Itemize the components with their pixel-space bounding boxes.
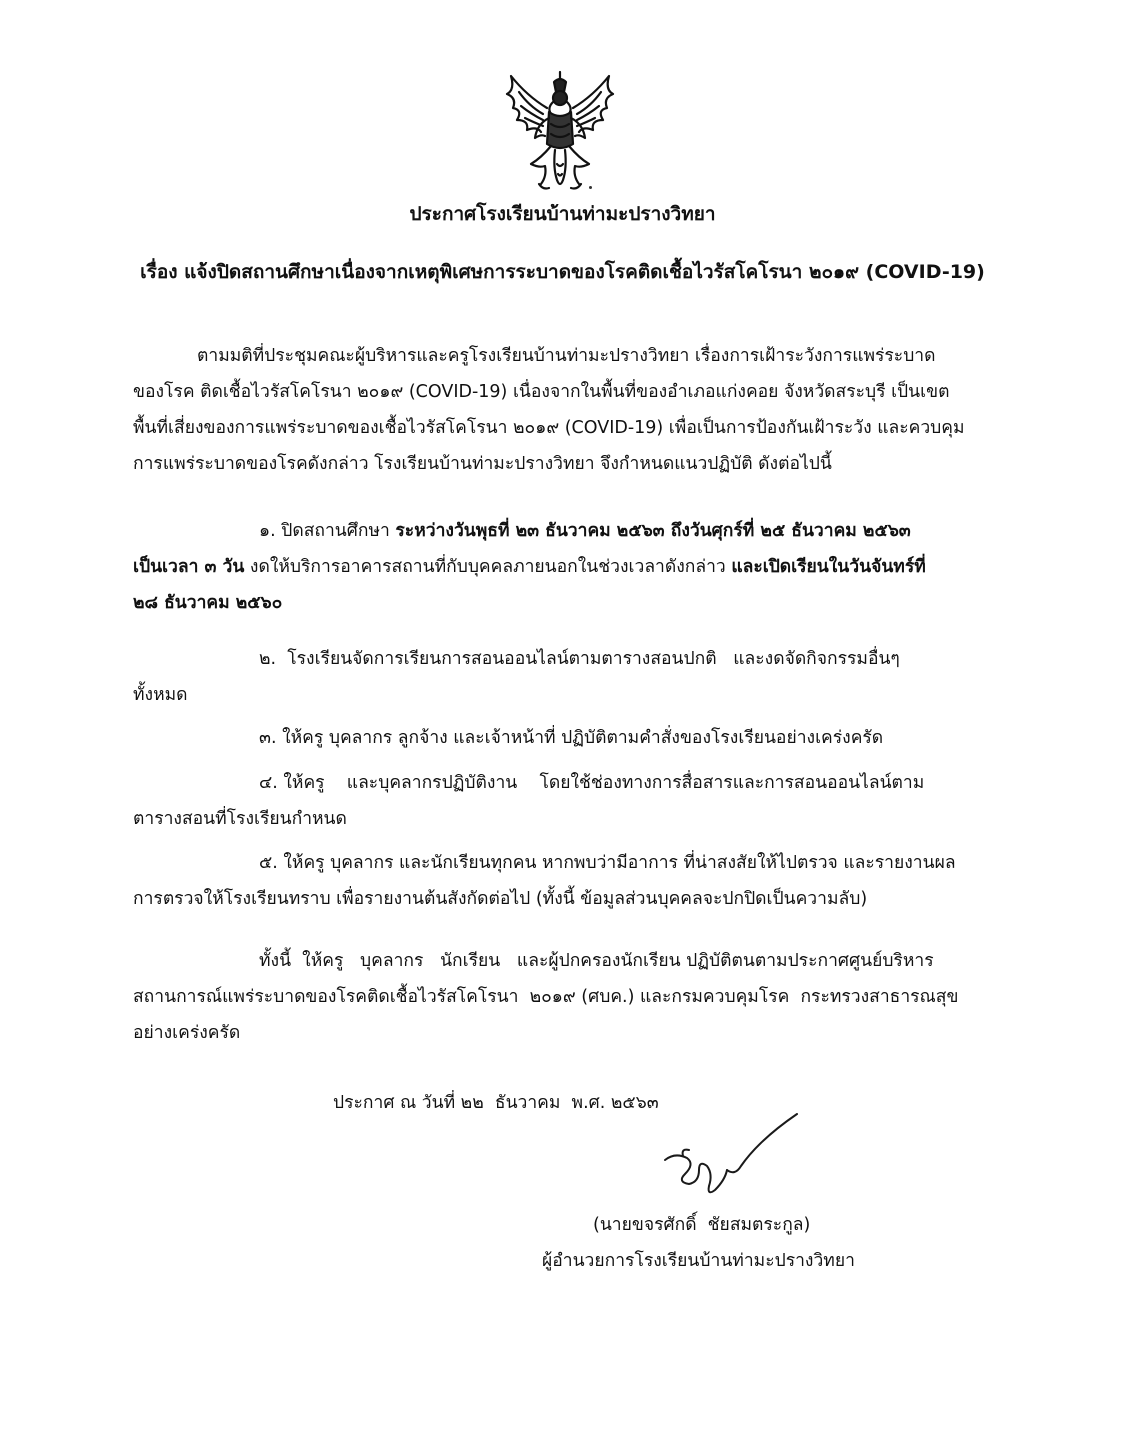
intro-line: ตามมติที่ประชุมคณะผู้บริหารและครูโรงเรียนบ้านท่ามะปรางวิทยา เรื่องการเฝ้าระวังการแพร่ระบาด bbox=[197, 346, 936, 366]
list-item-3 bbox=[133, 720, 990, 756]
item5-line: ๕. ให้ครู บุคลากร และนักเรียนทุกคน หากพบว่ามีอาการ ที่น่าสงสัยให้ไปตรวจ และรายงานผล bbox=[259, 853, 956, 873]
document-title: ประกาศโรงเรียนบ้านท่ามะปรางวิทยา bbox=[409, 203, 716, 225]
item1-closure-dates: ระหว่างวันพุธที่ ๒๓ ธันวาคม ๒๕๖๓ ถึงวันศุกร์ที่ ๒๕ ธันวาคม ๒๕๖๓ bbox=[395, 521, 911, 541]
announcement-date: ประกาศ ณ วันที่ ๒๒ ธันวาคม พ.ศ. ๒๕๖๓ bbox=[333, 1093, 659, 1113]
list-item-4 bbox=[133, 765, 990, 837]
item1-text: ๑. ปิดสถานศึกษา bbox=[259, 521, 396, 541]
closing-paragraph bbox=[133, 943, 990, 1051]
closing-line: ทั้งนี้ ให้ครู บุคลากร นักเรียน และผู้ปกครองนักเรียน ปฏิบัติตนตามประกาศศูนย์บริหาร bbox=[259, 951, 934, 971]
item1-reopen: และเปิดเรียนในวันจันทร์ที่ bbox=[731, 557, 926, 577]
ink-dot bbox=[589, 186, 592, 189]
item1-reopen-date: ๒๘ ธันวาคม ๒๕๖๐ bbox=[133, 593, 283, 613]
garuda-emblem-icon bbox=[497, 68, 623, 196]
handwritten-signature bbox=[655, 1110, 805, 1210]
item2-line: ทั้งหมด bbox=[133, 685, 188, 705]
closing-line: สถานการณ์แพร่ระบาดของโรคติดเชื้อไวรัสโคโรนา ๒๐๑๙ (ศบค.) และกรมควบคุมโรค กระทรวงสาธารณสุข bbox=[133, 987, 959, 1007]
item2-line: ๒. โรงเรียนจัดการเรียนการสอนออนไลน์ตามตารางสอนปกติ และงดจัดกิจกรรมอื่นๆ bbox=[259, 649, 900, 669]
list-item-5 bbox=[133, 845, 990, 917]
closing-line: อย่างเคร่งครัด bbox=[133, 1023, 241, 1043]
list-item-2 bbox=[133, 641, 990, 713]
item3-line: ๓. ให้ครู บุคลากร ลูกจ้าง และเจ้าหน้าที่ ปฏิบัติตามคำสั่งของโรงเรียนอย่างเคร่งครัด bbox=[259, 728, 884, 748]
intro-line: พื้นที่เสี่ยงของการแพร่ระบาดของเชื้อไวรัสโคโรนา ๒๐๑๙ (COVID-19) เพื่อเป็นการป้องกันเฝ้าระวัง และควบคุม bbox=[133, 418, 965, 438]
signer-position: ผู้อำนวยการโรงเรียนบ้านท่ามะปรางวิทยา bbox=[542, 1251, 855, 1271]
intro-paragraph bbox=[133, 338, 990, 482]
item1-text: งดให้บริการอาคารสถานที่กับบุคคลภายนอกในช่วงเวลาดังกล่าว bbox=[244, 557, 732, 577]
item4-line: ตารางสอนที่โรงเรียนกำหนด bbox=[133, 809, 347, 829]
intro-line: การแพร่ระบาดของโรคดังกล่าว โรงเรียนบ้านท่ามะปรางวิทยา จึงกำหนดแนวปฏิบัติ ดังต่อไปนี้ bbox=[133, 454, 832, 474]
document-subject: เรื่อง แจ้งปิดสถานศึกษาเนื่องจากเหตุพิเศษการระบาดของโรคติดเชื้อไวรัสโคโรนา ๒๐๑๙ (COVID-19) bbox=[140, 261, 985, 283]
intro-line: ของโรค ติดเชื้อไวรัสโคโรนา ๒๐๑๙ (COVID-19) เนื่องจากในพื้นที่ของอำเภอแก่งคอย จังหวัดสระบุรี เป็นเขต bbox=[133, 382, 950, 402]
item1-duration: เป็นเวลา ๓ วัน bbox=[133, 557, 245, 577]
item5-line: การตรวจให้โรงเรียนทราบ เพื่อรายงานต้นสังกัดต่อไป (ทั้งนี้ ข้อมูลส่วนบุคคลจะปกปิดเป็นความลับ) bbox=[133, 889, 868, 909]
list-item-1 bbox=[133, 513, 990, 621]
item4-line: ๔. ให้ครู และบุคลากรปฏิบัติงาน โดยใช้ช่องทางการสื่อสารและการสอนออนไลน์ตาม bbox=[259, 773, 925, 793]
signer-name: (นายขจรศักดิ์ ชัยสมตระกูล) bbox=[593, 1215, 811, 1235]
